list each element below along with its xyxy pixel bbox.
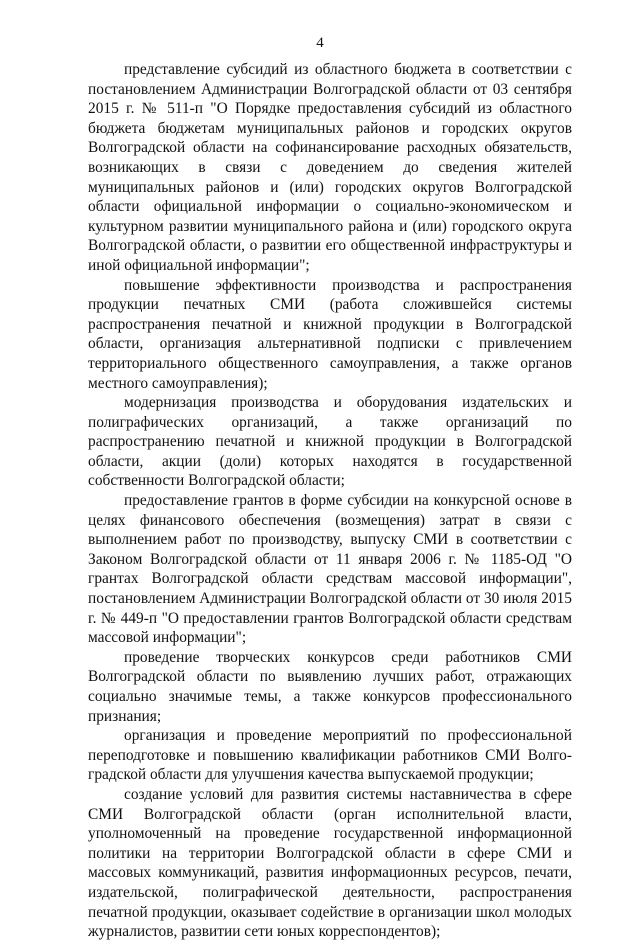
paragraph-subsidies: представление субсидий из областного бюджета в соответствии с постановлением Администрации Волгоградской области от 03 сентября 2015 г. № 511-п "О Порядке предоставления субсидий из областного бюджета бюджетам муниципальных районов и городских округов Волгоградской области на софинансирование расходных обязательств, возникающих в связи с доведением до сведения жителей муниципальных районов и (или) городских округов Волгоградской области официальной информации о социально-экономическом и культурном развитии муниципального района и (или) городского округа Волгоградской области, о развитии его общественной инфраструктуры и иной официальной информации"; [88,61,572,274]
paragraph-modernization: модернизация производства и оборудования издательских и полиграфических организаций, а также организаций по распространению печатной и книжной продукции в Волгоградской области, акции (доли) которых находятся в государственной собственности Волгоградской области; [88,394,572,490]
paragraph-mentorship: создание условий для развития системы наставничества в сфере СМИ Волгоградской области (орган исполнительной власти, уполномоченный на проведение государственной информационной политики на территории Волгоградской области в сфере СМИ и массовых коммуникаций, развития информационных ресурсов, печати, издательской, полиграфической деятельности, распространения печатной продукции, оказывает содействие в организации школ молодых журналистов, развитии сети юных корреспондентов); [88,785,572,941]
paragraph-training: организация и проведение мероприятий по профессиональной переподготовке и повышению квалификации работников СМИ Волгоградской области для улучшения качества выпускаемой продукции; [88,727,572,784]
paragraph-print-efficiency: повышение эффективности производства и распространения продукции печатных СМИ (работа сложившейся системы распространения печатной и книжной продукции в Волгоградской области, организация альтернативной подписки с привлечением территориального общественного самоуправления, а также органов местного самоуправления); [88,276,572,392]
paragraph-contests: проведение творческих конкурсов среди работников СМИ Волгоградской области по выявлению лучших работ, отражающих социально значимые темы, а также конкурсов профессионального признания; [88,648,572,725]
paragraph-grants: предоставление грантов в форме субсидии на конкурсной основе в целях финансового обеспечения (возмещения) затрат в связи с выполнением работ по производству, выпуску СМИ в соответствии с Законом Волгоградской области от 11 января 2006 г. № 1185-ОД "О грантах Волгоградской области средствам массовой информации", постановлением Администрации Волгоградской области от 30 июля 2015 г. № 449-п "О предоставлении грантов Волгоградской области средствам массовой информации"; [88,492,572,647]
page-number: 4 [316,35,324,51]
document-body [88,60,572,942]
